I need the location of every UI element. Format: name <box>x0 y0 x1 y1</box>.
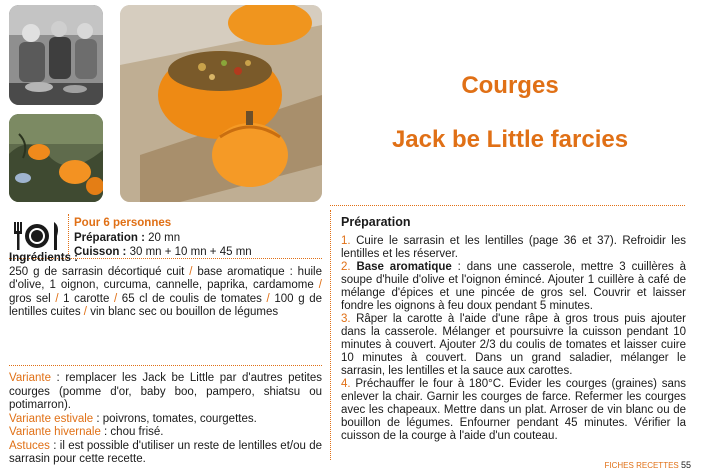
preparation-step: 3. Râper la carotte à l'aide d'une râpe à gros trous puis ajouter dans la casserole. Mélanger et poursuivre la cuisson pendant 10 minutes à couvert. Ajouter 2/3 du coulis de tomates et laisser cuire 10 minutes à couvert. Dans un grand saladier, mélanger le sarrasin, les lentilles et la sauce aux carottes. <box>341 313 686 377</box>
ingredient-separator: / <box>313 279 322 291</box>
ingredient-item: 100 g de lentilles cuites <box>9 292 323 318</box>
ingredient-item: 250 g de sarrasin décortiqué cuit <box>9 265 185 278</box>
ingredient-item: base aromatique : huile d'olive, 1 oignon, curcuma, cannelle, paprika, cardamome <box>9 265 322 291</box>
variant-label: Variante <box>9 372 51 384</box>
ingredient-separator: / <box>261 292 275 305</box>
variant-item: Variante : remplacer les Jack be Little par d'autres petites courges (pomme d'or, baby boo, pampero, shiatsu ou potimarron). <box>9 372 322 411</box>
variant-item: Variante estivale : poivrons, tomates, courgettes. <box>9 412 257 425</box>
variant-item: Variante hivernale : chou frisé. <box>9 426 164 438</box>
preparation-block <box>341 216 686 443</box>
ingredients-block <box>9 252 322 320</box>
pumpkin-field-photo <box>9 114 103 202</box>
column-divider <box>330 210 331 460</box>
stuffed-pumpkin-photo <box>120 5 322 202</box>
title-divider <box>330 205 685 206</box>
cook-time: Cuisson : 30 mn + 10 mn + 45 mn <box>74 246 252 258</box>
cooks-photo <box>9 5 103 105</box>
prep-time: Préparation : 20 mn <box>74 231 181 244</box>
ingredient-separator: / <box>109 292 122 305</box>
servings: Pour 6 personnes <box>74 217 172 229</box>
ingredient-separator: / <box>50 292 64 305</box>
preparation-step: 1. Cuire le sarrasin et les lentilles (page 36 et 37). Refroidir les lentilles et les réserver. <box>341 235 686 260</box>
variant-item: Astuces : il est possible d'utiliser un reste de lentilles et/ou de sarrasin pour cette recette. <box>9 439 322 465</box>
icon-divider <box>68 214 69 254</box>
preparation-step: 4. Préchauffer le four à 180°C. Evider les courges (graines) sans enlever la chair. Garnir les courges de farce. Refermer les courges avec les chapeaux. Mettre dans un plat. Arroser de vin blanc ou de bouillon de légumes. Enfourner pendant 45 minutes. Vérifier la cuisson de la courge à l'aide d'un couteau. <box>341 378 686 442</box>
variant-label: Variante estivale <box>9 412 94 425</box>
preparation-heading: Préparation <box>341 215 411 229</box>
recipe-title-line1: Courges <box>461 72 559 99</box>
ingredient-separator: / <box>80 306 91 318</box>
ingredient-item: vin blanc sec ou bouillon de légumes <box>90 306 279 318</box>
ingredient-item: 1 carotte <box>63 292 110 305</box>
footer-label: FICHES RECETTES <box>604 461 679 470</box>
page-number: 55 <box>680 460 691 470</box>
ingredients-heading: Ingrédients : <box>9 252 79 264</box>
recipe-title-line2: Jack be Little farcies <box>391 126 629 153</box>
page-footer <box>605 460 691 470</box>
variant-label: Variante hivernale <box>9 426 101 438</box>
variants-block <box>9 372 322 467</box>
ingredient-item: 65 cl de coulis de tomates <box>121 292 262 305</box>
ingredient-item: gros sel <box>9 292 51 305</box>
ingredients-list <box>9 266 322 320</box>
ingredient-separator: / <box>184 265 198 278</box>
variants-divider <box>9 365 322 366</box>
preparation-step: 2. Base aromatique : dans une casserole, mettre 3 cuillères à soupe d'huile d'olive et l'oignon émincé. Ajouter 1 cuillère à café de mélange d'épices et une pincée de gros sel. Couvrir et laisser fondre les oignons à feu doux pendant 5 minutes. <box>341 261 687 312</box>
variant-label: Astuces <box>9 439 50 452</box>
